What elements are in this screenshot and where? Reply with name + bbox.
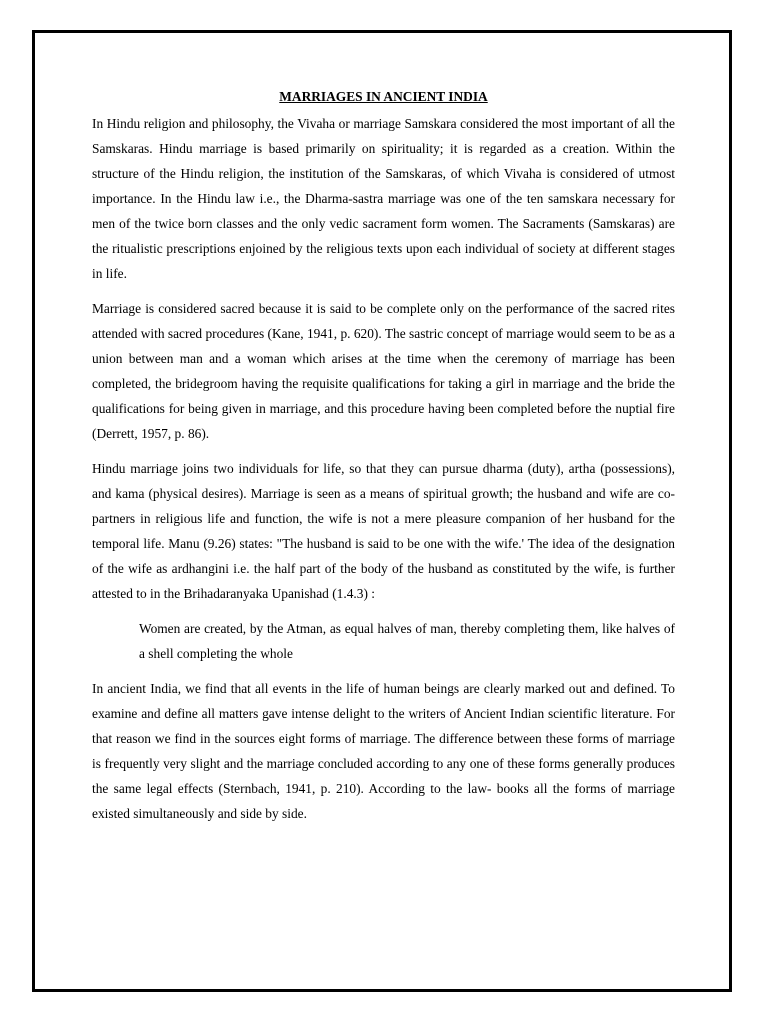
document-body	[92, 86, 675, 836]
paragraph-1: In Hindu religion and philosophy, the Vivaha or marriage Samskara considered the most important of all the Samskaras. Hindu marriage is based primarily on spirituality; it is regarded as a creation. Within the structure of the Hindu religion, the institution of the Samskaras, of which Vivaha is considered of utmost importance. In the Hindu law i.e., the Dharma-sastra marriage was one of the ten samskara necessary for men of the twice born classes and the only vedic sacrament form women. The Sacraments (Samskaras) are the ritualistic prescriptions enjoined by the religious texts upon each individual of society at different stages in life.	[92, 116, 675, 281]
document-title: MARRIAGES IN ANCIENT INDIA	[279, 89, 488, 104]
paragraph-4: In ancient India, we find that all events in the life of human beings are clearly marked out and defined. To examine and define all matters gave intense delight to the writers of Ancient Indian scientific literature. For that reason we find in the sources eight forms of marriage. The difference between these forms of marriage is frequently very slight and the marriage concluded according to any one of these forms generally produces the same legal effects (Sternbach, 1941, p. 210). According to the law- books all the forms of marriage existed simultaneously and side by side.	[92, 681, 675, 821]
paragraph-2: Marriage is considered sacred because it is said to be complete only on the performance of the sacred rites attended with sacred procedures (Kane, 1941, p. 620). The sastric concept of marriage would seem to be as a union between man and a woman which arises at the time when the ceremony of marriage has been completed, the bridegroom having the requisite qualifications for taking a girl in marriage and the bride the qualifications for being given in marriage, and this procedure having been completed before the nuptial fire (Derrett, 1957, p. 86).	[92, 301, 675, 441]
block-quote: Women are created, by the Atman, as equal halves of man, thereby completing them, like halves of a shell completing the whole	[139, 621, 675, 661]
paragraph-3: Hindu marriage joins two individuals for life, so that they can pursue dharma (duty), artha (possessions), and kama (physical desires). Marriage is seen as a means of spiritual growth; the husband and wife are co-partners in religious life and function, the wife is not a mere pleasure companion of her husband for the temporal life. Manu (9.26) states: "The husband is said to be one with the wife.' The idea of the designation of the wife as ardhangini i.e. the half part of the body of the husband as constituted by the wife, is further attested to in the Brihadaranyaka Upanishad (1.4.3) :	[92, 461, 675, 601]
